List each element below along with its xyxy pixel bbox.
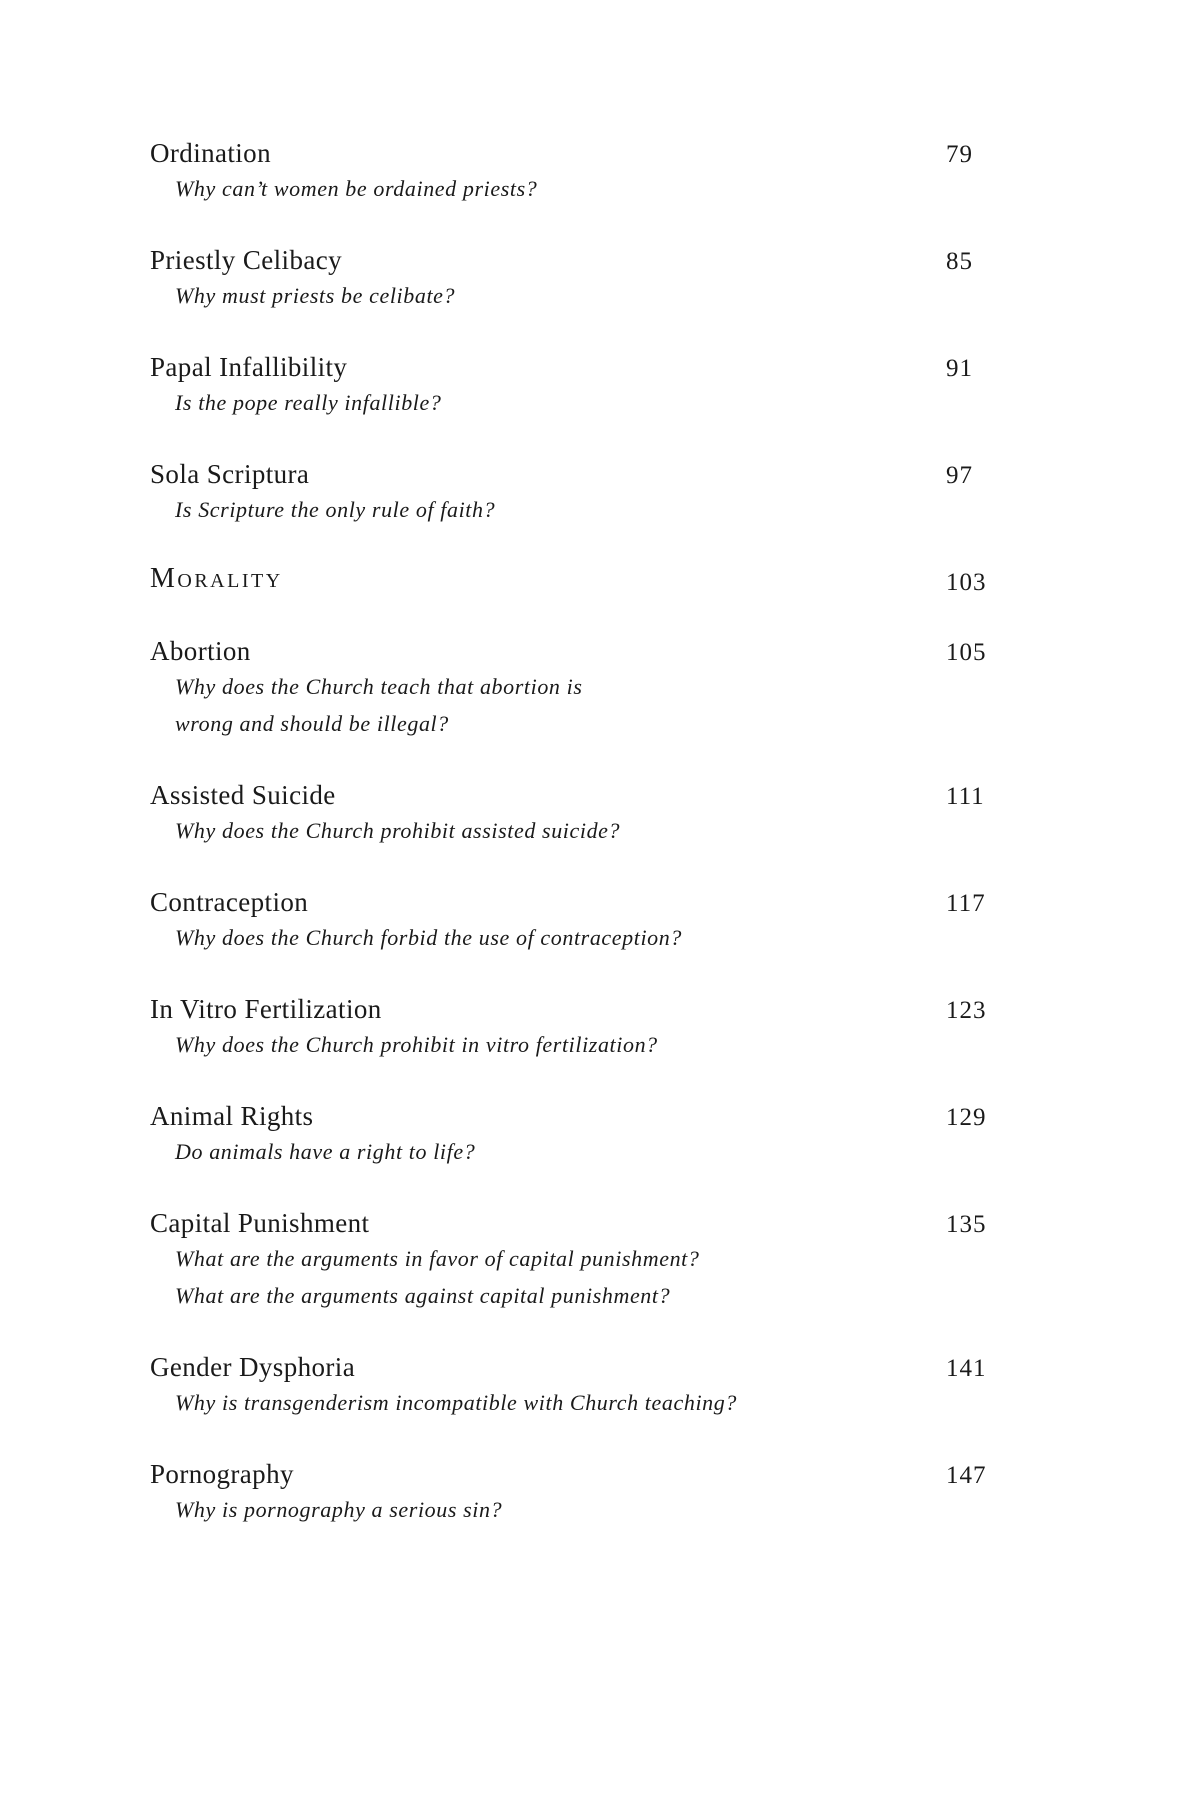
- entry-page-number: 129: [946, 1104, 987, 1131]
- toc-entry-abortion: [150, 634, 1000, 742]
- toc-entry-assisted-suicide: [150, 778, 1000, 849]
- entry-page-number: 91: [946, 355, 973, 382]
- entry-page-number: 103: [946, 569, 987, 596]
- entry-page-number: 147: [946, 1462, 987, 1489]
- entry-question: Why does the Church prohibit assisted suicide?: [175, 818, 621, 843]
- table-of-contents: [150, 136, 1000, 1564]
- entry-title: Ordination: [150, 138, 271, 168]
- toc-entry-priestly-celibacy: [150, 243, 1000, 314]
- toc-entry-gender-dysphoria: [150, 1350, 1000, 1421]
- entry-question: Why must priests be celibate?: [175, 283, 456, 308]
- entry-question: What are the arguments against capital punishment?: [175, 1283, 671, 1308]
- entry-question: Why does the Church prohibit in vitro fertilization?: [175, 1032, 658, 1057]
- entry-page-number: 111: [946, 783, 985, 810]
- entry-page-number: 123: [946, 997, 987, 1024]
- entry-question: Is Scripture the only rule of faith?: [175, 497, 496, 522]
- entry-question: Why is pornography a serious sin?: [175, 1497, 503, 1522]
- toc-entry-pornography: [150, 1457, 1000, 1528]
- entry-question: Why does the Church forbid the use of contraception?: [175, 925, 682, 950]
- toc-entry-capital-punishment: [150, 1206, 1000, 1314]
- toc-entry-sola-scriptura: [150, 457, 1000, 528]
- entry-title: Abortion: [150, 636, 251, 666]
- entry-title: Animal Rights: [150, 1101, 314, 1131]
- entry-title: Assisted Suicide: [150, 780, 336, 810]
- section-heading: Morality: [150, 563, 283, 594]
- toc-entry-animal-rights: [150, 1099, 1000, 1170]
- toc-entry-ordination: [150, 136, 1000, 207]
- entry-title: Papal Infallibility: [150, 352, 348, 382]
- entry-question: Why is transgenderism incompatible with Church teaching?: [175, 1390, 737, 1415]
- entry-question: Do animals have a right to life?: [175, 1139, 476, 1164]
- entry-title: Capital Punishment: [150, 1208, 370, 1238]
- entry-title: In Vitro Fertilization: [150, 994, 382, 1024]
- entry-page-number: 105: [946, 639, 987, 666]
- entry-page-number: 135: [946, 1211, 987, 1238]
- entry-title: Priestly Celibacy: [150, 245, 343, 275]
- entry-title: Contraception: [150, 887, 309, 917]
- entry-page-number: 117: [946, 890, 986, 917]
- entry-question: What are the arguments in favor of capital punishment?: [175, 1246, 700, 1271]
- entry-page-number: 85: [946, 248, 973, 275]
- entry-title: Pornography: [150, 1459, 294, 1489]
- entry-question: wrong and should be illegal?: [175, 711, 449, 736]
- toc-entry-papal-infallibility: [150, 350, 1000, 421]
- entry-title: Sola Scriptura: [150, 459, 310, 489]
- entry-page-number: 79: [946, 141, 973, 168]
- entry-title: Gender Dysphoria: [150, 1352, 356, 1382]
- toc-section-morality: [150, 562, 1000, 596]
- toc-entry-in-vitro-fertilization: [150, 992, 1000, 1063]
- entry-page-number: 97: [946, 462, 973, 489]
- entry-question: Why can’t women be ordained priests?: [175, 176, 538, 201]
- toc-entry-contraception: [150, 885, 1000, 956]
- entry-page-number: 141: [946, 1355, 987, 1382]
- entry-question: Why does the Church teach that abortion is: [175, 674, 583, 699]
- entry-question: Is the pope really infallible?: [175, 390, 442, 415]
